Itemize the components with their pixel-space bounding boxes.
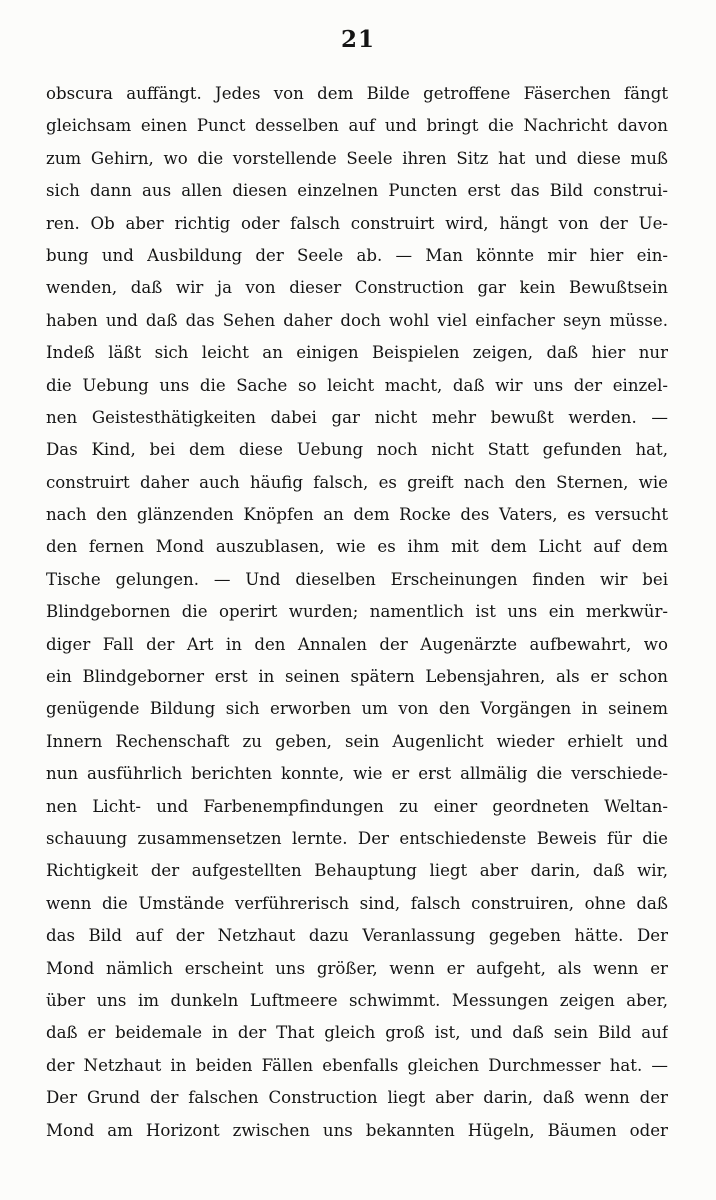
text-line: nach den glänzenden Knöpfen an dem Rocke des Vaters, es versucht xyxy=(46,505,668,525)
body-text xyxy=(46,78,668,1147)
text-line: Das Kind, bei dem diese Uebung noch nicht Statt gefunden hat, xyxy=(46,440,668,460)
text-line: zum Gehirn, wo die vorstellende Seele ihren Sitz hat und diese muß xyxy=(46,148,668,168)
text-line: die Uebung uns die Sache so leicht macht, daß wir uns der einzel- xyxy=(46,375,668,395)
text-line: daß er beidemale in der That gleich groß ist, und daß sein Bild auf xyxy=(46,1023,668,1043)
text-line: den fernen Mond auszublasen, wie es ihm mit dem Licht auf dem xyxy=(46,537,668,557)
text-line: obscura auffängt. Jedes von dem Bilde getroffene Fäserchen fängt xyxy=(46,84,668,103)
text-line: das Bild auf der Netzhaut dazu Veranlassung gegeben hätte. Der xyxy=(46,926,668,946)
text-line: Mond nämlich erscheint uns größer, wenn er aufgeht, als wenn er xyxy=(46,958,668,978)
text-line: nun ausführlich berichten konnte, wie er erst allmälig die verschiede- xyxy=(46,764,668,784)
text-line: Innern Rechenschaft zu geben, sein Augenlicht wieder erhielt und xyxy=(46,731,668,751)
text-line: sich dann aus allen diesen einzelnen Puncten erst das Bild construi- xyxy=(46,181,668,201)
text-line: ein Blindgeborner erst in seinen spätern Lebensjahren, als er schon xyxy=(46,667,668,687)
text-line: genügende Bildung sich erworben um von den Vorgängen in seinem xyxy=(46,699,668,719)
text-line: über uns im dunkeln Luftmeere schwimmt. Messungen zeigen aber, xyxy=(46,990,668,1010)
text-line: wenden, daß wir ja von dieser Construction gar kein Bewußtsein xyxy=(46,278,668,298)
text-line: ren. Ob aber richtig oder falsch construirt wird, hängt von der Ue- xyxy=(46,213,668,233)
text-line: der Netzhaut in beiden Fällen ebenfalls gleichen Durchmesser hat. — xyxy=(46,1055,668,1075)
text-line: Blindgebornen die operirt wurden; namentlich ist uns ein merkwür- xyxy=(46,602,668,622)
text-line: wenn die Umstände verführerisch sind, falsch construiren, ohne daß xyxy=(46,893,668,913)
text-line: Der Grund der falschen Construction liegt aber darin, daß wenn der xyxy=(46,1088,668,1108)
text-line: schauung zusammensetzen lernte. Der entschiedenste Beweis für die xyxy=(46,828,668,848)
text-line: nen Geistesthätigkeiten dabei gar nicht mehr bewußt werden. — xyxy=(46,407,668,427)
page-number: 21 xyxy=(340,26,375,53)
text-line: gleichsam einen Punct desselben auf und bringt die Nachricht davon xyxy=(46,116,668,136)
text-line: Richtigkeit der aufgestellten Behauptung liegt aber darin, daß wir, xyxy=(46,861,668,881)
text-line: construirt daher auch häufig falsch, es greift nach den Sternen, wie xyxy=(46,472,668,492)
text-line: haben und daß das Sehen daher doch wohl viel einfacher seyn müsse. xyxy=(46,310,668,330)
text-line: Mond am Horizont zwischen uns bekannten Hügeln, Bäumen oder xyxy=(46,1120,668,1140)
text-line: Tische gelungen. — Und dieselben Erscheinungen finden wir bei xyxy=(46,569,668,589)
text-line: diger Fall der Art in den Annalen der Augenärzte aufbewahrt, wo xyxy=(46,634,668,654)
text-line: nen Licht- und Farbenempfindungen zu einer geordneten Weltan- xyxy=(46,796,668,816)
text-line: bung und Ausbildung der Seele ab. — Man könnte mir hier ein- xyxy=(46,245,668,265)
text-line: Indeß läßt sich leicht an einigen Beispielen zeigen, daß hier nur xyxy=(46,343,668,363)
